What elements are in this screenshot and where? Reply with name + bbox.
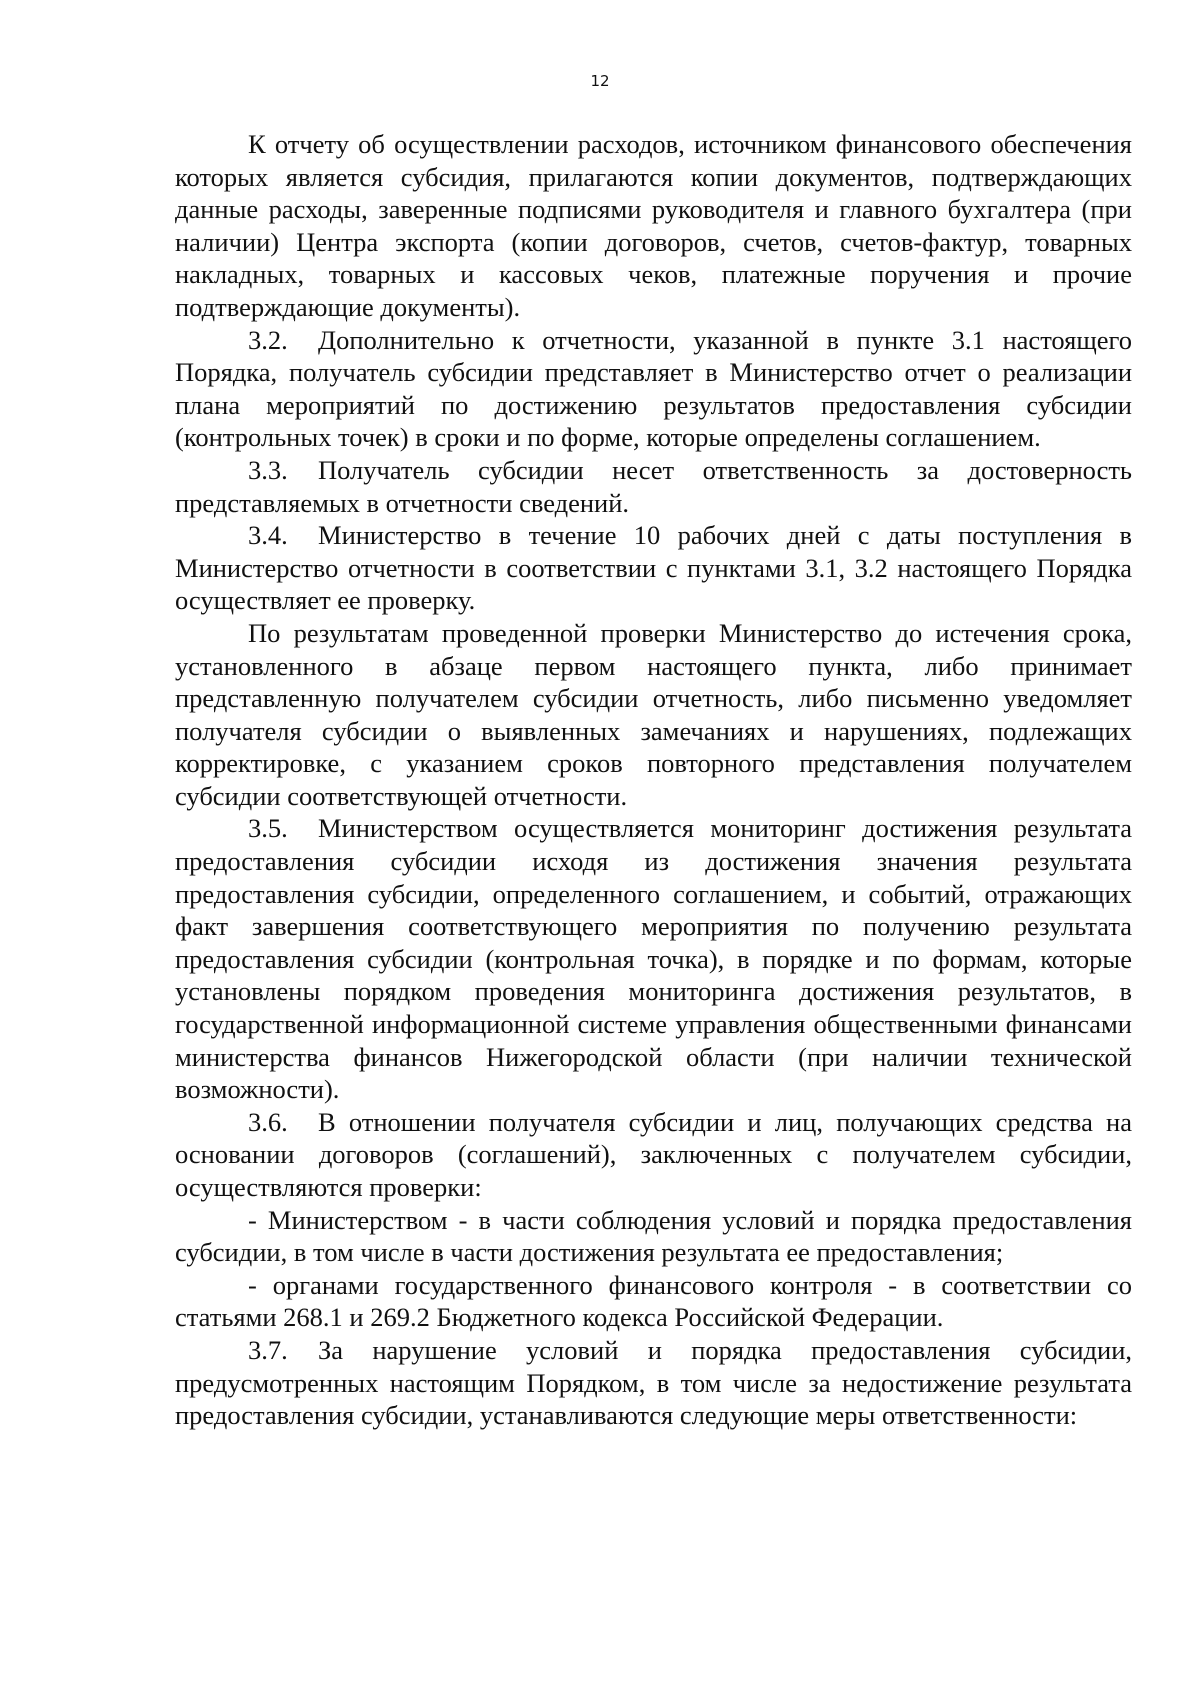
paragraph-text: Министерством осуществляется мониторинг достижения результата предоставления субсидии исходя из достижения значения результата предоставления субсидии, определенного соглашением, и событий, отражающих факт завершения соответствующего мероприятия по получению результата предоставления субсидии (контрольная точка), в порядке и по формам, которые установлены порядком проведения мониторинга достижения результатов, в государственной информационной системе управления общественными финансами министерства финансов Нижегородской области (при наличии технической возможности). [175, 813, 1132, 1105]
paragraph-text: Получатель субсидии несет ответственность за достоверность представляемых в отчетности сведений. [175, 454, 1132, 518]
paragraph [175, 812, 1132, 1105]
clause-number: 3.7. [248, 1334, 288, 1365]
paragraph-text: - Министерством - в части соблюдения условий и порядка предоставления субсидии, в том числе в части достижения результата ее предоставления; [175, 1204, 1132, 1268]
list-item [175, 1204, 1132, 1269]
paragraph [175, 1334, 1132, 1432]
page-number: 12 [590, 72, 610, 90]
clause-number: 3.2. [248, 324, 288, 355]
paragraph [175, 1106, 1132, 1204]
paragraph [175, 128, 1132, 324]
paragraph [175, 454, 1132, 519]
paragraph-text: В отношении получателя субсидии и лиц, получающих средства на основании договоров (соглашений), заключенных с получателем субсидии, осуществляются проверки: [175, 1106, 1132, 1202]
clause-number: 3.6. [248, 1106, 288, 1137]
paragraph-text: Дополнительно к отчетности, указанной в пункте 3.1 настоящего Порядка, получатель субсидии представляет в Министерство отчет о реализации плана мероприятий по достижению результатов предоставления субсидии (контрольных точек) в сроки и по форме, которые определены соглашением. [175, 324, 1132, 453]
paragraph-text: К отчету об осуществлении расходов, источником финансового обеспечения которых является субсидия, прилагаются копии документов, подтверждающих данные расходы, заверенные подписями руководителя и главного бухгалтера (при наличии) Центра экспорта (копии договоров, счетов, счетов-фактур, товарных накладных, товарных и кассовых чеков, платежные поручения и прочие подтверждающие документы). [175, 129, 1132, 322]
clause-number: 3.4. [248, 520, 288, 551]
paragraph-text: Министерство в течение 10 рабочих дней с даты поступления в Министерство отчетности в соответствии с пунктами 3.1, 3.2 настоящего Порядка осуществляет ее проверку. [175, 520, 1132, 616]
list-item [175, 1269, 1132, 1334]
paragraph [175, 617, 1132, 813]
document-body [175, 128, 1132, 1432]
paragraph [175, 519, 1132, 617]
paragraph-text: - органами государственного финансового контроля - в соответствии со статьями 268.1 и 269.2 Бюджетного кодекса Российской Федерации. [175, 1269, 1132, 1333]
paragraph-text: За нарушение условий и порядка предоставления субсидии, предусмотренных настоящим Порядком, в том числе за недостижение результата предоставления субсидии, устанавливаются следующие меры ответственности: [175, 1334, 1132, 1431]
paragraph [175, 324, 1132, 454]
paragraph-text: По результатам проведенной проверки Министерство до истечения срока, установленного в абзаце первом настоящего пункта, либо принимает представленную получателем субсидии отчетность, либо письменно уведомляет получателя субсидии о выявленных замечаниях и нарушениях, подлежащих корректировке, с указанием сроков повторного представления получателем субсидии соответствующей отчетности. [175, 617, 1132, 811]
clause-number: 3.3. [248, 454, 288, 485]
clause-number: 3.5. [248, 813, 288, 844]
